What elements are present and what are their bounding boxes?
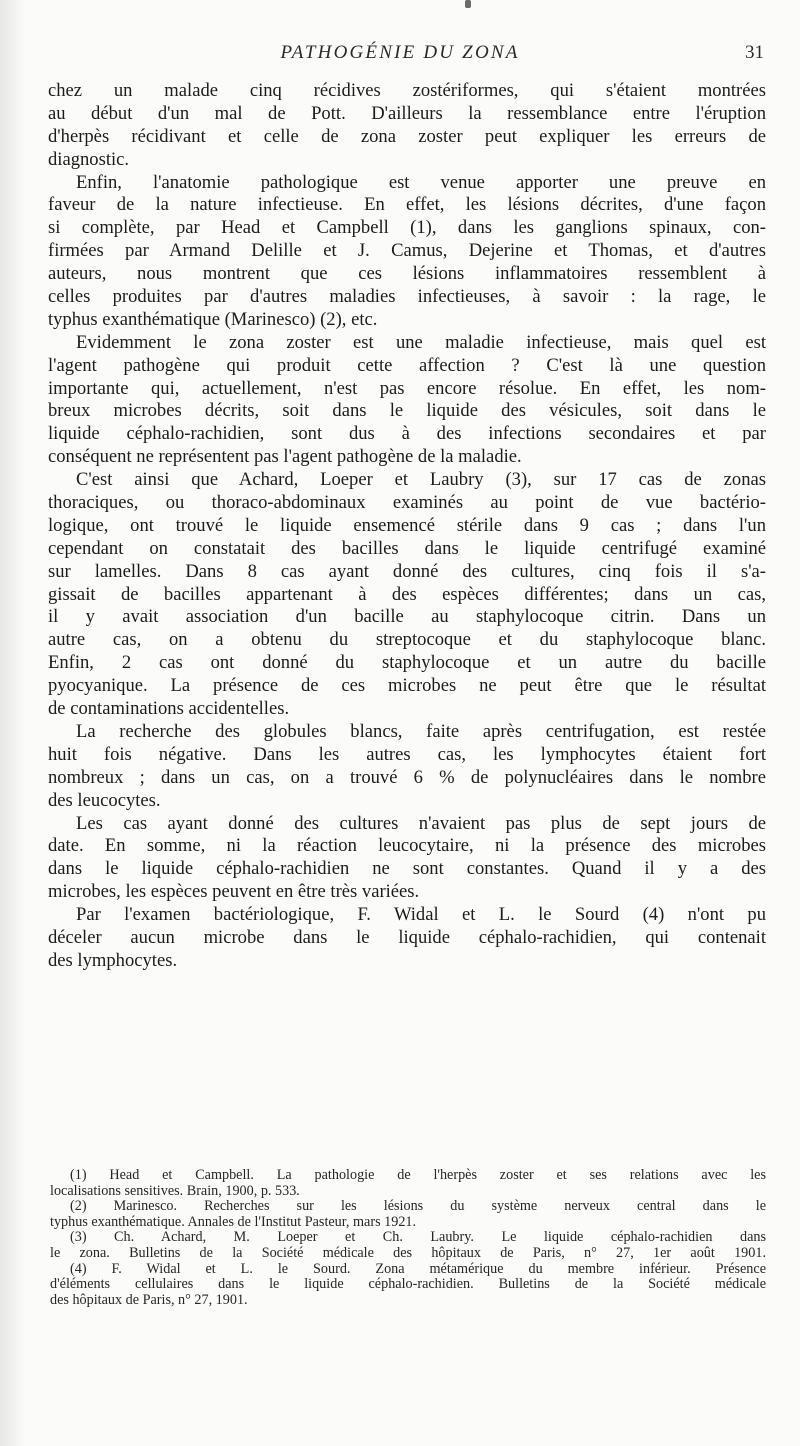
text-line: importante qui, actuellement, n'est pas encore résolue. En effet, les nom- (48, 377, 766, 399)
text-line: Enfin, 2 cas ont donné du staphylocoque et un autre du bacille (48, 652, 766, 674)
footnote-line: (4) F. Widal et L. le Sourd. Zona métamérique du membre inférieur. Présence (70, 1261, 766, 1277)
text-line: au début d'un mal de Pott. D'ailleurs la ressemblance entre l'éruption (48, 102, 766, 124)
text-line: Enfin, l'anatomie pathologique est venue apporter une preuve en (76, 171, 766, 193)
text-line: déceler aucun microbe dans le liquide céphalo-rachidien, qui contenait (48, 926, 766, 948)
text-line: celles produites par d'autres maladies infectieuses, à savoir : la rage, le (48, 286, 766, 308)
footnote-line: (2) Marinesco. Recherches sur les lésions du système nerveux central dans le (70, 1199, 766, 1215)
running-head (0, 42, 800, 68)
text-line: auteurs, nous montrent que ces lésions inflammatoires ressemblent à (48, 263, 766, 285)
text-line: Les cas ayant donné des cultures n'avaient pas plus de sept jours de (76, 812, 766, 834)
text-line: il y avait association d'un bacille au staphylocoque citrin. Dans un (48, 606, 766, 628)
text-line: C'est ainsi que Achard, Loeper et Laubry (3), sur 17 cas de zonas (76, 469, 766, 491)
text-line: pyocyanique. La présence de ces microbes ne peut être que le résultat (48, 675, 766, 697)
text-line: typhus exanthématique (Marinesco) (2), etc. (48, 308, 378, 330)
text-line: date. En somme, ni la réaction leucocytaire, ni la présence des microbes (48, 835, 766, 857)
text-line: cependant on constatait des bacilles dans le liquide centrifugé examiné (48, 537, 766, 559)
text-line: faveur de la nature infectieuse. En effet, les lésions décrites, d'une façon (48, 194, 766, 216)
footnote-line: localisations sensitives. Brain, 1900, p. 533. (50, 1183, 300, 1199)
text-line: Evidemment le zona zoster est une maladie infectieuse, mais quel est (76, 331, 766, 353)
text-line: l'agent pathogène qui produit cette affection ? C'est là une question (48, 354, 766, 376)
text-line: La recherche des globules blancs, faite après centrifugation, est restée (76, 720, 766, 742)
text-line: des leucocytes. (48, 789, 161, 811)
footnote-line: typhus exanthématique. Annales de l'Institut Pasteur, mars 1921. (50, 1214, 417, 1230)
footnote-line: (3) Ch. Achard, M. Loeper et Ch. Laubry. Le liquide céphalo-rachidien dans (70, 1230, 766, 1246)
footnote-line: d'éléments cellulaires dans le liquide céphalo-rachidien. Bulletins de la Société médicale (50, 1277, 766, 1293)
body-text (48, 80, 766, 973)
text-line: gissait de bacilles appartenant à des espèces différentes; dans un cas, (48, 583, 766, 605)
footnotes (50, 1168, 766, 1308)
text-line: huit fois négative. Dans les autres cas, les lymphocytes étaient fort (48, 743, 766, 765)
text-line: des lymphocytes. (48, 949, 178, 971)
text-line: dans le liquide céphalo-rachidien ne sont constantes. Quand il y a des (48, 858, 766, 880)
text-line: nombreux ; dans un cas, on a trouvé 6 % de polynucléaires dans le nombre (48, 766, 766, 788)
text-line: Par l'examen bactériologique, F. Widal et L. le Sourd (4) n'ont pu (76, 904, 766, 926)
text-line: chez un malade cinq récidives zostériformes, qui s'étaient montrées (48, 80, 766, 101)
text-line: breux microbes décrits, soit dans le liquide des vésicules, soit dans le (48, 400, 766, 422)
text-line: diagnostic. (48, 148, 130, 170)
text-line: microbes, les espèces peuvent en être très variées. (48, 881, 420, 903)
binding-shadow (0, 0, 26, 1446)
scan-mark (465, 0, 471, 8)
page-number: 31 (745, 42, 764, 63)
text-line: firmées par Armand Delille et J. Camus, Dejerine et Thomas, et d'autres (48, 240, 766, 262)
text-line: de contaminations accidentelles. (48, 698, 290, 720)
footnote-line: des hôpitaux de Paris, n° 27, 1901. (50, 1292, 248, 1308)
text-line: d'herpès récidivant et celle de zona zoster peut expliquer les erreurs de (48, 125, 766, 147)
footnote-line: le zona. Bulletins de la Société médicale des hôpitaux de Paris, n° 27, 1er août 1901. (50, 1245, 766, 1261)
text-line: conséquent ne représentent pas l'agent pathogène de la maladie. (48, 446, 522, 468)
text-line: sur lamelles. Dans 8 cas ayant donné des cultures, cinq fois il s'a- (48, 560, 766, 582)
text-line: liquide céphalo-rachidien, sont dus à des infections secondaires et par (48, 423, 766, 445)
text-line: logique, ont trouvé le liquide ensemencé stérile dans 9 cas ; dans l'un (48, 514, 766, 536)
text-line: thoraciques, ou thoraco-abdominaux examinés au point de vue bactério- (48, 492, 766, 514)
footnote-line: (1) Head et Campbell. La pathologie de l'herpès zoster et ses relations avec les (70, 1168, 766, 1183)
running-title: PATHOGÉNIE DU ZONA (280, 42, 520, 63)
text-line: autre cas, on a obtenu du streptocoque et du staphylocoque blanc. (48, 629, 766, 651)
text-line: si complète, par Head et Campbell (1), dans les ganglions spinaux, con- (48, 217, 766, 239)
